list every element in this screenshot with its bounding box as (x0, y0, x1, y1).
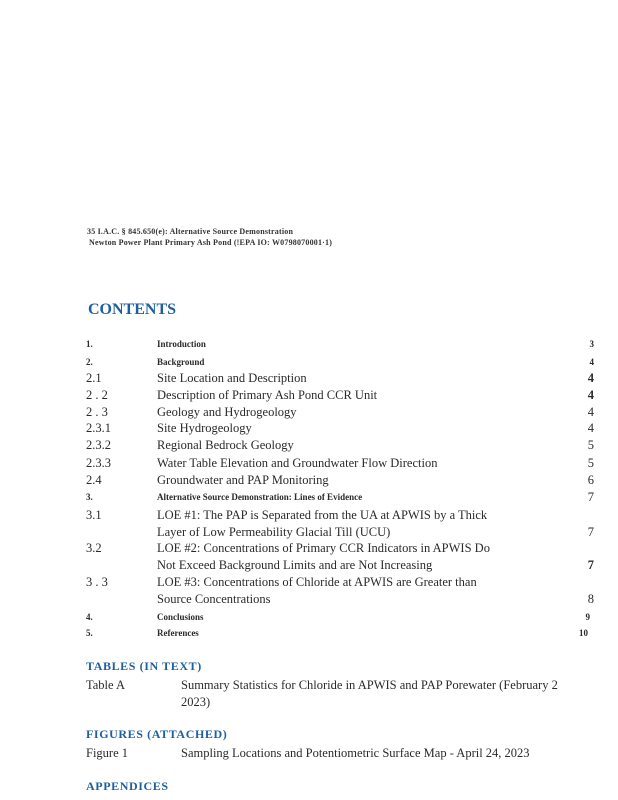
toc-number: 2.4 (86, 473, 102, 487)
table-description-continued: 2023) (181, 695, 211, 709)
toc-title-continued: Layer of Low Permeability Glacial Till (UCU) (157, 525, 391, 539)
toc-title: Introduction (157, 339, 206, 349)
toc-title-continued: Source Concentrations (157, 592, 271, 606)
toc-title: LOE #3: Concentrations of Chloride at APWIS are Greater than (157, 575, 477, 589)
toc-title: Alternative Source Demonstration: Lines of Evidence (157, 492, 363, 502)
toc-page: 4 (587, 405, 594, 419)
table-description: Summary Statistics for Chloride in APWIS and PAP Porewater (February 2 (181, 678, 558, 692)
toc-title: Site Hydrogeology (157, 421, 252, 435)
toc-page: 4 (589, 357, 594, 367)
toc-number: 3 . 3 (86, 575, 108, 589)
figures-heading: FIGURES (ATTACHED) (86, 727, 228, 741)
toc-number: 2 . 2 (86, 388, 108, 402)
toc-title: LOE #1: The PAP is Separated from the UA at APWIS by a Thick (157, 508, 488, 522)
toc-page: 7 (587, 558, 594, 572)
toc-page: 5 (587, 456, 594, 470)
toc-title: Background (157, 357, 205, 367)
toc-number: 2.3.2 (86, 438, 111, 452)
toc-number: 5. (86, 628, 93, 638)
toc-page: 5 (587, 438, 594, 452)
toc-title: References (157, 628, 199, 638)
toc-number: 2.1 (86, 371, 102, 385)
toc-title: Description of Primary Ash Pond CCR Unit (157, 388, 378, 402)
toc-page: 4 (587, 371, 594, 385)
toc-title: Conclusions (157, 612, 204, 622)
toc-number: 3.2 (86, 541, 102, 555)
toc-page: 8 (587, 592, 594, 606)
toc-title: Groundwater and PAP Monitoring (157, 473, 329, 487)
header-line-2: Newton Power Plant Primary Ash Pond (!EPA IO: W0798070001·1) (89, 238, 333, 247)
tables-heading: TABLES (IN TEXT) (86, 659, 202, 673)
toc-title-continued: Not Exceed Background Limits and are Not Increasing (157, 558, 433, 572)
toc-title: Geology and Hydrogeology (157, 405, 297, 419)
toc-title: LOE #2: Concentrations of Primary CCR Indicators in APWIS Do (157, 541, 490, 555)
toc-title: Regional Bedrock Geology (157, 438, 294, 452)
contents-title: CONTENTS (88, 301, 177, 318)
toc-page: 7 (587, 525, 594, 539)
toc-title: Site Location and Description (157, 371, 307, 385)
appendices-heading: APPENDICES (86, 779, 169, 793)
toc-page: 3 (589, 339, 594, 349)
toc-number: 2. (86, 357, 93, 367)
header-line-1: 35 I.A.C. § 845.650(e): Alternative Source Demonstration (87, 227, 294, 236)
toc-page: 4 (587, 388, 594, 402)
toc-page: 9 (585, 612, 590, 622)
figure-label: Figure 1 (86, 746, 129, 760)
toc-number: 1. (86, 339, 93, 349)
toc-number: 3.1 (86, 508, 102, 522)
toc-page: 7 (587, 490, 594, 504)
toc-page: 6 (587, 473, 594, 487)
toc-number: 2 . 3 (86, 405, 108, 419)
toc-number: 3. (86, 492, 93, 502)
toc-page: 4 (587, 421, 594, 435)
toc-title: Water Table Elevation and Groundwater Flow Direction (157, 456, 438, 470)
toc-number: 4. (86, 612, 93, 622)
toc-number: 2.3.1 (86, 421, 111, 435)
table-label: Table A (86, 678, 126, 692)
toc-page: 10 (579, 628, 588, 638)
figure-description: Sampling Locations and Potentiometric Surface Map - April 24, 2023 (181, 746, 530, 760)
toc-number: 2.3.3 (86, 456, 111, 470)
